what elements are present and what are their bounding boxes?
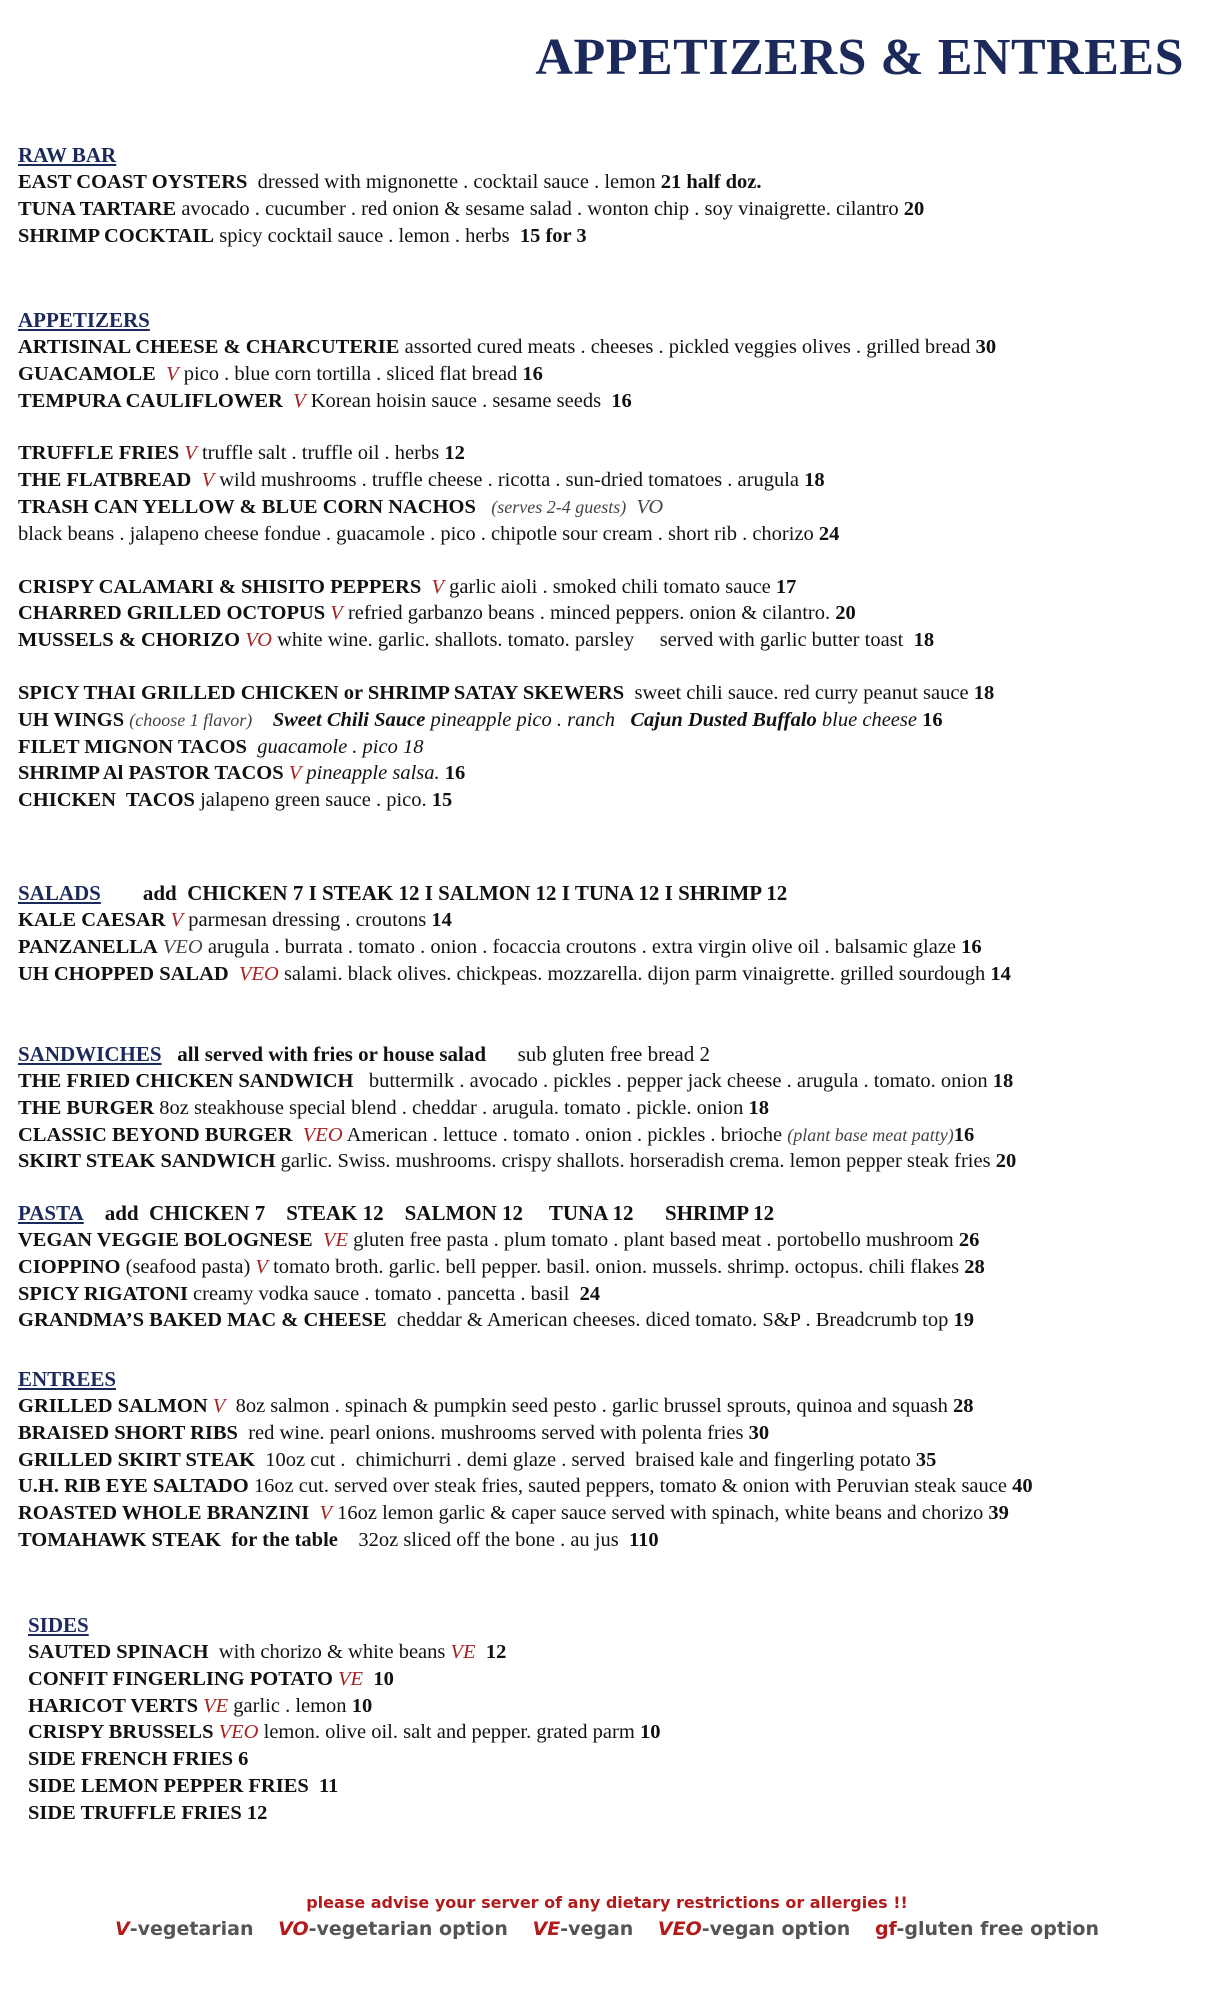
diet-tag: V — [166, 362, 179, 385]
diet-tag: VE — [338, 1667, 364, 1690]
allergy-warning: please advise your server of any dietary restrictions or allergies !! — [306, 1893, 908, 1912]
menu-item: MUSSELS & CHORIZO VO white wine. garlic. shallots. tomato. parsley served with garlic butter toast 18 — [18, 629, 935, 652]
menu-item: CHICKEN TACOS jalapeno green sauce . pico. 15 — [18, 789, 453, 812]
pasta-addons: add CHICKEN 7 STEAK 12 SALMON 12 TUNA 12 SHRIMP 12 — [104, 1201, 775, 1225]
section-raw-bar — [18, 142, 1208, 249]
menu-item: TEMPURA CAULIFLOWER V Korean hoisin sauce . sesame seeds 16 — [18, 389, 632, 412]
menu-item: THE BURGER 8oz steakhouse special blend . cheddar . arugula. tomato . pickle. onion 18 — [18, 1096, 769, 1119]
salad-addons: add CHICKEN 7 I STEAK 12 I SALMON 12 I TUNA 12 I SHRIMP 12 — [142, 881, 788, 905]
diet-tag: V — [319, 1502, 333, 1525]
section-heading-salads: SALADS — [18, 881, 101, 905]
menu-item: TUNA TARTARE avocado . cucumber . red onion & sesame salad . wonton chip . soy vinaigrette. cilantro 20 — [18, 197, 925, 220]
section-pasta — [18, 1200, 1208, 1334]
menu-item: GRANDMA’S BAKED MAC & CHEESE cheddar & American cheeses. diced tomato. S&P . Breadcrumb top 19 — [18, 1309, 974, 1332]
menu-item: SHRIMP Al PASTOR TACOS V pineapple salsa. 16 — [18, 762, 466, 785]
section-sides — [28, 1612, 1214, 1827]
menu-item: CLASSIC BEYOND BURGER VEO American . lettuce . tomato . onion . pickles . brioche (plant base meat patty)16 — [18, 1123, 975, 1146]
diet-tag: V — [293, 389, 306, 412]
section-salads — [18, 880, 1208, 987]
diet-tag: VEO — [302, 1123, 343, 1146]
legend-item: VEO-vegan option — [657, 1918, 851, 1940]
menu-item: VEGAN VEGGIE BOLOGNESE VE gluten free pasta . plum tomato . plant based meat . portobello mushroom 26 — [18, 1229, 980, 1251]
menu-item: THE FRIED CHICKEN SANDWICH buttermilk . avocado . pickles . pepper jack cheese . arugula . tomato. onion 18 — [18, 1070, 1014, 1092]
diet-tag: V — [170, 909, 184, 931]
menu-item: SIDE LEMON PEPPER FRIES 11 — [28, 1774, 339, 1797]
section-sandwiches — [18, 1041, 1208, 1175]
menu-item: THE FLATBREAD V wild mushrooms . truffle cheese . ricotta . sun-dried tomatoes . arugula 18 — [18, 469, 825, 492]
diet-tag: V — [201, 469, 215, 492]
legend-item: gf-gluten free option — [874, 1918, 1099, 1940]
diet-tag: VE — [322, 1229, 348, 1251]
legend-item: VE-vegan — [532, 1918, 634, 1940]
menu-item: SHRIMP COCKTAIL spicy cocktail sauce . lemon . herbs 15 for 3 — [18, 224, 587, 247]
diet-tag: V — [255, 1255, 268, 1278]
page-title: APPETIZERS & ENTREES — [535, 29, 1184, 86]
menu-item: TRUFFLE FRIES V truffle salt . truffle oil . herbs 12 — [18, 442, 465, 465]
menu-item: SPICY THAI GRILLED CHICKEN or SHRIMP SATAY SKEWERS sweet chili sauce. red curry peanut sauce 18 — [18, 681, 995, 704]
menu-item: UH CHOPPED SALAD VEO salami. black olives. chickpeas. mozzarella. dijon parm vinaigrette. grilled sourdough 14 — [18, 962, 1011, 985]
sandwich-sub: sub gluten free bread 2 — [517, 1042, 711, 1066]
menu-item: TOMAHAWK STEAK for the table 32oz sliced off the bone . au jus 110 — [18, 1528, 659, 1551]
legend-item: VO-vegetarian option — [278, 1918, 508, 1940]
menu-item: SAUTED SPINACH with chorizo & white beans VE 12 — [28, 1641, 507, 1663]
menu-item: FILET MIGNON TACOS guacamole . pico 18 — [18, 735, 424, 758]
menu-item: TRASH CAN YELLOW & BLUE CORN NACHOS (serves 2-4 guests) VO — [18, 495, 664, 518]
menu-item: GUACAMOLE V pico . blue corn tortilla . sliced flat bread 16 — [18, 362, 543, 385]
section-heading-pasta: PASTA — [18, 1201, 84, 1225]
menu-item: CRISPY CALAMARI & SHISITO PEPPERS V garlic aioli . smoked chili tomato sauce 17 — [18, 575, 797, 598]
menu-item: EAST COAST OYSTERS dressed with mignonette . cocktail sauce . lemon 21 half doz. — [18, 171, 762, 193]
diet-tag: V — [330, 602, 343, 625]
menu-item: UH WINGS (choose 1 flavor) Sweet Chili Sauce pineapple pico . ranch Cajun Dusted Buffalo blue cheese 16 — [18, 708, 943, 731]
menu-item: CHARRED GRILLED OCTOPUS V refried garbanzo beans . minced peppers. onion & cilantro. 20 — [18, 602, 856, 625]
menu-item: BRAISED SHORT RIBS red wine. pearl onions. mushrooms served with polenta fries 30 — [18, 1421, 770, 1444]
section-heading-raw-bar: RAW BAR — [18, 143, 117, 167]
diet-tag: VE — [450, 1641, 476, 1663]
diet-tag: VEO — [238, 962, 279, 985]
menu-item: CONFIT FINGERLING POTATO VE 10 — [28, 1667, 394, 1690]
menu-item: GRILLED SALMON V 8oz salmon . spinach & pumpkin seed pesto . garlic brussel sprouts, quinoa and squash 28 — [18, 1395, 974, 1417]
section-heading-entrees: ENTREES — [18, 1367, 117, 1391]
menu-item: CIOPPINO (seafood pasta) V tomato broth. garlic. bell pepper. basil. onion. mussels. shrimp. octopus. chili flakes 28 — [18, 1255, 985, 1278]
menu-item-desc: black beans . jalapeno cheese fondue . guacamole . pico . chipotle sour cream . short rib . chorizo 24 — [18, 522, 840, 545]
menu-item: ROASTED WHOLE BRANZINI V 16oz lemon garlic & caper sauce served with spinach, white beans and chorizo 39 — [18, 1502, 1009, 1525]
menu-item: GRILLED SKIRT STEAK 10oz cut . chimichurri . demi glaze . served braised kale and fingerling potato 35 — [18, 1448, 937, 1471]
section-heading-sides: SIDES — [28, 1613, 89, 1637]
menu-item: U.H. RIB EYE SALTADO 16oz cut. served over steak fries, sauted peppers, tomato & onion with Peruvian steak sauce 40 — [18, 1475, 1033, 1498]
menu-item: ARTISINAL CHEESE & CHARCUTERIE assorted cured meats . cheeses . pickled veggies olives . grilled bread 30 — [18, 336, 997, 358]
diet-tag: V — [184, 442, 197, 465]
section-heading-sandwiches: SANDWICHES — [18, 1042, 162, 1066]
diet-tag: VO — [636, 495, 664, 518]
diet-tag: VEO — [162, 935, 203, 958]
sandwich-addons: all served with fries or house salad — [177, 1042, 487, 1066]
menu-item: SIDE TRUFFLE FRIES 12 — [28, 1801, 268, 1824]
section-entrees — [18, 1366, 1208, 1554]
menu-item: SPICY RIGATONI creamy vodka sauce . tomato . pancetta . basil 24 — [18, 1282, 601, 1305]
menu-item: HARICOT VERTS VE garlic . lemon 10 — [28, 1694, 373, 1717]
menu-item: SKIRT STEAK SANDWICH garlic. Swiss. mushrooms. crispy shallots. horseradish crema. lemon pepper steak fries 20 — [18, 1150, 1017, 1173]
menu-item: CRISPY BRUSSELS VEO lemon. olive oil. salt and pepper. grated parm 10 — [28, 1721, 661, 1744]
diet-tag: VEO — [218, 1721, 259, 1744]
legend-item: V-vegetarian — [114, 1918, 254, 1940]
menu-item: KALE CAESAR V parmesan dressing . croutons 14 — [18, 909, 452, 931]
diet-tag: V — [212, 1395, 226, 1417]
diet-tag: VO — [245, 629, 272, 652]
diet-tag: V — [431, 575, 445, 598]
diet-legend — [0, 1918, 1214, 1940]
section-heading-appetizers: APPETIZERS — [18, 308, 150, 332]
menu-item: PANZANELLA VEO arugula . burrata . tomato . onion . focaccia croutons . extra virgin olive oil . balsamic glaze 16 — [18, 935, 982, 958]
diet-tag: V — [288, 762, 302, 785]
section-appetizers — [18, 307, 1208, 814]
diet-tag: VE — [203, 1694, 229, 1717]
menu-item: SIDE FRENCH FRIES 6 — [28, 1748, 249, 1771]
